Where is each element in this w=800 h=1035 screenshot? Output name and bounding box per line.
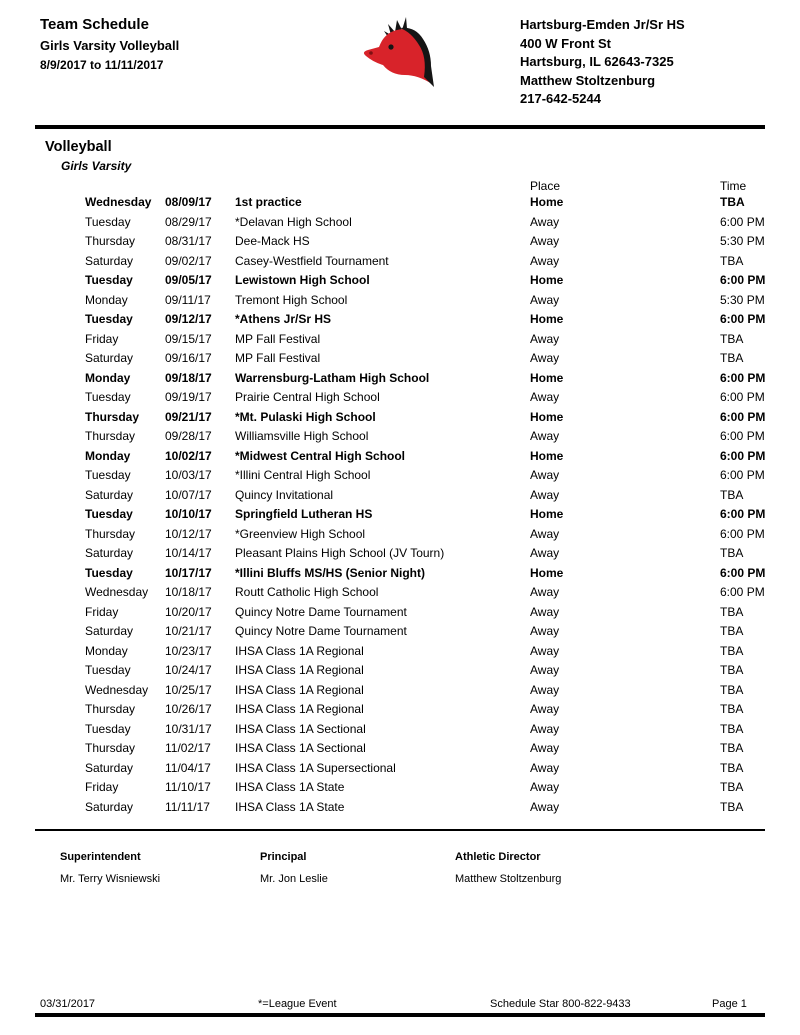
cell-date: 10/25/17 [165, 682, 212, 697]
cell-day: Tuesday [85, 721, 131, 736]
cell-event: Warrensburg-Latham High School [235, 370, 430, 385]
cell-day: Tuesday [85, 273, 133, 288]
cell-date: 10/26/17 [165, 702, 212, 717]
cell-day: Tuesday [85, 312, 133, 327]
cell-event: Quincy Invitational [235, 487, 334, 502]
cell-event: IHSA Class 1A State [235, 799, 345, 814]
cell-day: Saturday [85, 799, 134, 814]
cell-day: Tuesday [85, 390, 131, 405]
schedule-row [85, 466, 780, 486]
cell-time: TBA [720, 760, 744, 775]
schedule-info-block [40, 16, 280, 109]
cell-time: 6:00 PM [720, 448, 766, 463]
schedule-table-body [85, 193, 780, 817]
time-column-header: Time [720, 178, 747, 193]
cell-date: 09/28/17 [165, 429, 212, 444]
page-number: Page 1 [712, 998, 747, 1010]
school-address-line1: 400 W Front St [520, 35, 612, 51]
schedule-row [85, 622, 780, 642]
cell-event: *Mt. Pulaski High School [235, 409, 376, 424]
cell-place: Away [530, 741, 560, 756]
signature-name: Matthew Stoltzenburg [455, 872, 562, 885]
cell-place: Away [530, 292, 560, 307]
schedule-row [85, 602, 780, 622]
signature-role: Athletic Director [455, 850, 541, 863]
page-header [0, 0, 800, 109]
page-footer [0, 998, 800, 1012]
stag-mascot-icon [360, 16, 440, 90]
cell-place: Home [530, 409, 564, 424]
bottom-border [35, 1013, 765, 1017]
cell-day: Thursday [85, 526, 136, 541]
schedule-row [85, 271, 780, 291]
cell-event: IHSA Class 1A Regional [235, 702, 364, 717]
cell-day: Saturday [85, 351, 134, 366]
cell-date: 08/29/17 [165, 214, 212, 229]
cell-date: 08/31/17 [165, 234, 212, 249]
cell-day: Thursday [85, 234, 136, 249]
cell-date: 09/21/17 [165, 409, 212, 424]
cell-date: 09/15/17 [165, 331, 212, 346]
cell-date: 11/10/17 [165, 780, 211, 795]
table-bottom-divider [35, 829, 765, 831]
cell-date: 09/05/17 [165, 273, 212, 288]
schedule-row [85, 641, 780, 661]
cell-event: *Athens Jr/Sr HS [235, 312, 332, 327]
cell-place: Away [530, 624, 560, 639]
schedule-row [85, 368, 780, 388]
cell-day: Monday [85, 448, 131, 463]
schedule-row [85, 563, 780, 583]
cell-place: Away [530, 721, 560, 736]
schedule-row [85, 388, 780, 408]
cell-place: Away [530, 468, 560, 483]
schedule-row [85, 232, 780, 252]
cell-date: 09/16/17 [165, 351, 212, 366]
cell-time: TBA [720, 643, 744, 658]
cell-date: 09/19/17 [165, 390, 212, 405]
cell-event: 1st practice [235, 195, 302, 210]
cell-day: Monday [85, 643, 128, 658]
schedule-table-head [85, 177, 780, 193]
schedule-row [85, 797, 780, 817]
cell-event: IHSA Class 1A Regional [235, 663, 364, 678]
cell-day: Saturday [85, 546, 134, 561]
cell-time: TBA [720, 351, 744, 366]
cell-place: Away [530, 390, 560, 405]
cell-date: 10/07/17 [165, 487, 212, 502]
cell-day: Friday [85, 780, 119, 795]
cell-time: 6:00 PM [720, 526, 765, 541]
schedule-row [85, 544, 780, 564]
cell-date: 08/09/17 [165, 195, 212, 210]
cell-event: IHSA Class 1A Sectional [235, 741, 366, 756]
cell-day: Thursday [85, 429, 136, 444]
cell-event: MP Fall Festival [235, 331, 321, 346]
place-column-header: Place [530, 178, 561, 193]
cell-event: *Delavan High School [235, 214, 352, 229]
cell-place: Away [530, 331, 560, 346]
cell-place: Home [530, 273, 564, 288]
cell-date: 10/17/17 [165, 565, 212, 580]
cell-place: Home [530, 370, 564, 385]
schedule-row [85, 778, 780, 798]
schedule-row [85, 758, 780, 778]
schedule-row [85, 680, 780, 700]
schedule-row [85, 193, 780, 213]
header-divider [35, 125, 765, 129]
cell-day: Thursday [85, 702, 136, 717]
cell-day: Thursday [85, 741, 136, 756]
cell-day: Saturday [85, 624, 134, 639]
cell-day: Tuesday [85, 468, 131, 483]
signature-principal [260, 851, 455, 885]
cell-place: Home [530, 507, 564, 522]
cell-day: Wednesday [85, 585, 149, 600]
schedule-row [85, 739, 780, 759]
school-contact-name: Matthew Stoltzenburg [520, 72, 656, 88]
signature-name: Mr. Jon Leslie [260, 872, 328, 885]
schedule-row [85, 349, 780, 369]
schedule-row [85, 505, 780, 525]
signature-name: Mr. Terry Wisniewski [60, 872, 161, 885]
cell-event: Springfield Lutheran HS [235, 507, 373, 522]
schedule-table [85, 177, 780, 817]
cell-date: 10/14/17 [165, 546, 212, 561]
cell-time: 6:00 PM [720, 214, 765, 229]
cell-event: Tremont High School [235, 292, 348, 307]
cell-time: TBA [720, 682, 744, 697]
schedule-row [85, 661, 780, 681]
cell-time: TBA [720, 546, 744, 561]
cell-place: Away [530, 799, 560, 814]
cell-date: 10/21/17 [165, 624, 212, 639]
schedule-row [85, 427, 780, 447]
cell-time: 6:00 PM [720, 273, 766, 288]
cell-place: Away [530, 682, 560, 697]
cell-event: MP Fall Festival [235, 351, 321, 366]
cell-event: IHSA Class 1A Supersectional [235, 760, 396, 775]
cell-date: 09/12/17 [165, 312, 212, 327]
schedule-row [85, 290, 780, 310]
cell-time: TBA [720, 741, 744, 756]
cell-time: 6:00 PM [720, 565, 766, 580]
cell-day: Monday [85, 292, 128, 307]
provider-credit: Schedule Star 800-822-9433 [490, 998, 631, 1010]
cell-day: Wednesday [85, 195, 152, 210]
cell-place: Home [530, 195, 564, 210]
signature-superintendent [60, 851, 260, 885]
schedule-header-row [85, 177, 780, 193]
cell-day: Thursday [85, 409, 140, 424]
cell-event: Quincy Notre Dame Tournament [235, 624, 407, 639]
cell-time: 6:00 PM [720, 409, 766, 424]
cell-event: Prairie Central High School [235, 390, 380, 405]
cell-place: Away [530, 546, 560, 561]
cell-place: Away [530, 234, 560, 249]
cell-place: Home [530, 312, 564, 327]
cell-place: Home [530, 448, 564, 463]
cell-place: Away [530, 604, 560, 619]
cell-place: Away [530, 585, 560, 600]
cell-event: *Midwest Central High School [235, 448, 406, 463]
cell-date: 09/18/17 [165, 370, 212, 385]
cell-event: *Illini Bluffs MS/HS (Senior Night) [235, 565, 425, 580]
cell-event: Williamsville High School [235, 429, 369, 444]
cell-time: TBA [720, 780, 744, 795]
cell-event: IHSA Class 1A Sectional [235, 721, 366, 736]
cell-time: TBA [720, 702, 744, 717]
cell-date: 10/10/17 [165, 507, 212, 522]
schedule-row [85, 251, 780, 271]
cell-time: 5:30 PM [720, 292, 765, 307]
cell-time: 6:00 PM [720, 585, 765, 600]
cell-date: 10/23/17 [165, 643, 212, 658]
cell-place: Away [530, 487, 560, 502]
cell-event: Quincy Notre Dame Tournament [235, 604, 407, 619]
schedule-row [85, 719, 780, 739]
cell-day: Tuesday [85, 565, 133, 580]
cell-time: TBA [720, 195, 745, 210]
cell-event: Pleasant Plains High School (JV Tourn) [235, 546, 445, 561]
cell-time: TBA [720, 604, 744, 619]
cell-place: Away [530, 214, 560, 229]
signatures-block [60, 851, 800, 885]
cell-time: 6:00 PM [720, 390, 765, 405]
cell-place: Home [530, 565, 564, 580]
date-column-header [165, 177, 235, 193]
sport-title: Volleyball [45, 138, 112, 155]
print-date: 03/31/2017 [40, 998, 96, 1010]
team-subtitle: Girls Varsity Volleyball [40, 38, 180, 53]
cell-event: Routt Catholic High School [235, 585, 379, 600]
cell-time: TBA [720, 663, 744, 678]
cell-day: Tuesday [85, 663, 131, 678]
signature-athletic-director [455, 851, 800, 885]
page-title: Team Schedule [40, 16, 149, 33]
cell-event: IHSA Class 1A State [235, 780, 345, 795]
cell-day: Tuesday [85, 507, 133, 522]
cell-place: Away [530, 351, 560, 366]
cell-date: 10/18/17 [165, 585, 212, 600]
cell-day: Friday [85, 331, 119, 346]
section-titles [45, 139, 800, 173]
schedule-row [85, 700, 780, 720]
schedule-row [85, 583, 780, 603]
schedule-row [85, 329, 780, 349]
cell-place: Away [530, 526, 560, 541]
cell-date: 10/31/17 [165, 721, 212, 736]
cell-date: 11/02/17 [165, 741, 211, 756]
cell-date: 10/03/17 [165, 468, 212, 483]
cell-day: Tuesday [85, 214, 131, 229]
cell-day: Saturday [85, 253, 134, 268]
cell-event: *Illini Central High School [235, 468, 371, 483]
league-event-legend: *=League Event [258, 998, 337, 1010]
schedule-row [85, 407, 780, 427]
schedule-row [85, 212, 780, 232]
schedule-row [85, 446, 780, 466]
cell-time: 6:00 PM [720, 370, 766, 385]
school-name: Hartsburg-Emden Jr/Sr HS [520, 17, 685, 32]
cell-date: 11/04/17 [165, 760, 211, 775]
cell-day: Saturday [85, 760, 134, 775]
school-info-block [520, 16, 762, 109]
cell-time: TBA [720, 624, 744, 639]
cell-day: Monday [85, 370, 131, 385]
date-range: 8/9/2017 to 11/11/2017 [40, 58, 164, 72]
school-address-line2: Hartsburg, IL 62643-7325 [520, 54, 674, 69]
cell-time: 6:00 PM [720, 507, 766, 522]
cell-place: Away [530, 780, 560, 795]
cell-event: Dee-Mack HS [235, 234, 310, 249]
schedule-row [85, 524, 780, 544]
cell-time: 5:30 PM [720, 234, 765, 249]
team-level-title: Girls Varsity [61, 158, 132, 173]
cell-event: Lewistown High School [235, 273, 370, 288]
cell-time: 6:00 PM [720, 429, 765, 444]
cell-time: TBA [720, 721, 744, 736]
cell-date: 09/11/17 [165, 292, 211, 307]
day-column-header [85, 177, 165, 193]
cell-place: Away [530, 429, 560, 444]
school-logo [280, 16, 520, 109]
cell-day: Friday [85, 604, 119, 619]
cell-time: 6:00 PM [720, 312, 766, 327]
cell-time: TBA [720, 331, 744, 346]
cell-place: Away [530, 702, 560, 717]
cell-date: 10/02/17 [165, 448, 212, 463]
cell-time: TBA [720, 799, 744, 814]
cell-event: *Greenview High School [235, 526, 366, 541]
cell-day: Wednesday [85, 682, 149, 697]
cell-time: TBA [720, 487, 744, 502]
cell-event: IHSA Class 1A Regional [235, 682, 364, 697]
cell-day: Saturday [85, 487, 134, 502]
cell-date: 09/02/17 [165, 253, 212, 268]
cell-place: Away [530, 663, 560, 678]
signature-role: Superintendent [60, 850, 141, 863]
cell-place: Away [530, 253, 560, 268]
cell-date: 11/11/17 [165, 799, 210, 814]
cell-place: Away [530, 643, 560, 658]
cell-time: TBA [720, 253, 744, 268]
cell-place: Away [530, 760, 560, 775]
cell-event: Casey-Westfield Tournament [235, 253, 389, 268]
cell-date: 10/12/17 [165, 526, 212, 541]
schedule-row [85, 485, 780, 505]
event-column-header [235, 177, 530, 193]
signature-role: Principal [260, 850, 307, 863]
cell-date: 10/24/17 [165, 663, 212, 678]
cell-time: 6:00 PM [720, 468, 765, 483]
schedule-row [85, 310, 780, 330]
cell-event: IHSA Class 1A Regional [235, 643, 364, 658]
cell-date: 10/20/17 [165, 604, 212, 619]
school-phone: 217-642-5244 [520, 91, 601, 106]
